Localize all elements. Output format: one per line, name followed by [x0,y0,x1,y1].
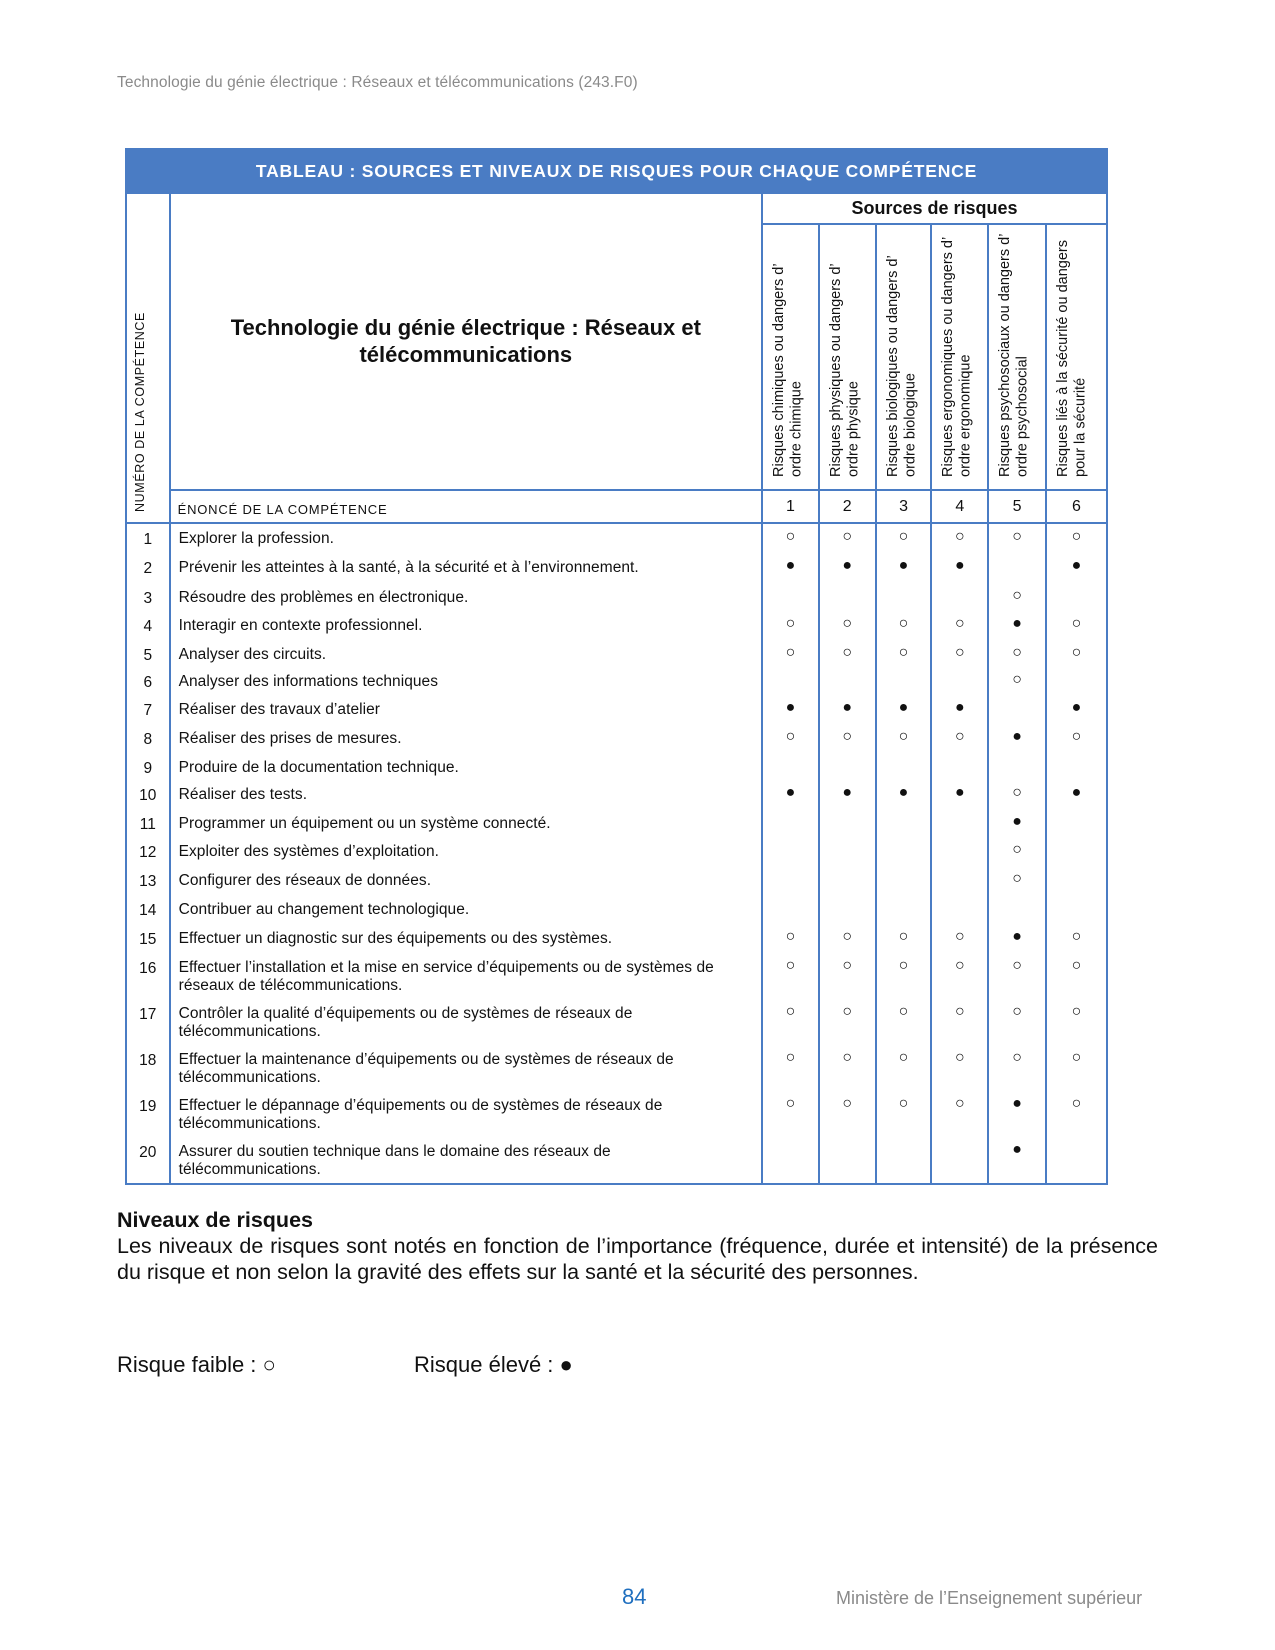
risk-level-mark: ○ [931,523,988,553]
table-row [126,667,1107,695]
risk-level-mark [762,895,819,924]
table-row [126,523,1107,553]
competence-statement: Produire de la documentation technique. [170,753,762,781]
risk-level-mark: ● [876,780,932,809]
risk-level-mark: ● [876,695,932,724]
source-label: Risques biologiques ou dangers d’ ordre biologique [884,255,919,477]
risk-level-mark: ○ [762,1045,819,1091]
risk-level-mark: ● [988,1137,1046,1184]
legend-low-risk: Risque faible : ○ [117,1352,276,1377]
risk-levels-text: Les niveaux de risques sont notés en fonction de l’importance (fréquence, durée et intensité) de la présence du risque et non selon la gravité des effets sur la santé et la sécurité des personnes. [117,1234,1158,1284]
risk-level-mark: ● [931,695,988,724]
risk-level-mark: ○ [762,724,819,753]
risk-level-mark [876,809,932,837]
risk-level-mark: ○ [819,953,876,999]
source-header-5 [988,224,1046,490]
risk-level-mark: ○ [819,1091,876,1137]
risk-level-mark [819,583,876,611]
risk-level-mark [876,837,932,866]
risk-level-mark [1046,809,1107,837]
risk-level-mark [876,866,932,895]
risk-level-mark [931,837,988,866]
risk-level-mark: ● [988,1091,1046,1137]
table-title: TABLEAU : SOURCES ET NIVEAUX DE RISQUES POUR CHAQUE COMPÉTENCE [126,149,1107,193]
risk-level-mark [762,667,819,695]
risk-level-mark: ○ [819,724,876,753]
competence-statement: Réaliser des prises de mesures. [170,724,762,753]
competence-statement: Prévenir les atteintes à la santé, à la sécurité et à l’environnement. [170,553,762,583]
risk-level-mark: ○ [876,924,932,953]
competence-number: 7 [126,695,170,724]
risk-level-mark [876,753,932,781]
risk-levels-title: Niveaux de risques [117,1208,313,1232]
risk-level-mark [762,809,819,837]
source-label: Risques ergonomiques ou dangers d’ ordre ergonomique [940,237,974,477]
risk-level-mark: ○ [988,667,1046,695]
risk-level-mark: ● [988,809,1046,837]
risk-level-mark [819,895,876,924]
risk-level-mark [876,895,932,924]
competence-number: 19 [126,1091,170,1137]
competence-statement: Analyser des informations techniques [170,667,762,695]
risk-level-mark [931,667,988,695]
competence-statement: Effectuer un diagnostic sur des équipements ou des systèmes. [170,924,762,953]
risk-level-mark: ○ [762,924,819,953]
risk-level-mark: ○ [1046,1045,1107,1091]
risk-level-mark: ● [819,695,876,724]
table-row [126,695,1107,724]
statement-header: ÉNONCÉ DE LA COMPÉTENCE [170,490,762,523]
risk-level-mark: ○ [819,1045,876,1091]
competence-statement: Exploiter des systèmes d’exploitation. [170,837,762,866]
risk-level-mark [1046,583,1107,611]
risk-level-mark: ● [1046,780,1107,809]
table-row [126,999,1107,1045]
risk-level-mark [988,553,1046,583]
competence-number: 12 [126,837,170,866]
source-header-3 [876,224,932,490]
table-row [126,753,1107,781]
risk-level-mark: ○ [988,837,1046,866]
competence-statement: Explorer la profession. [170,523,762,553]
risk-level-mark: ○ [819,640,876,668]
table-row [126,611,1107,640]
risk-level-mark: ○ [931,724,988,753]
table-row [126,837,1107,866]
risk-level-mark: ● [988,724,1046,753]
competence-number: 16 [126,953,170,999]
risk-level-mark: ○ [1046,523,1107,553]
source-number: 6 [1046,490,1107,523]
competence-number: 2 [126,553,170,583]
risk-level-mark: ● [931,780,988,809]
competence-statement: Contrôler la qualité d’équipements ou de systèmes de réseaux de télécommunications. [170,999,762,1045]
risk-level-mark: ○ [1046,640,1107,668]
risk-level-mark: ○ [988,583,1046,611]
competence-statement: Assurer du soutien technique dans le domaine des réseaux de télécommunications. [170,1137,762,1184]
risk-level-mark [819,809,876,837]
risk-level-mark: ○ [876,999,932,1045]
risk-level-mark: ○ [1046,611,1107,640]
competence-statement: Configurer des réseaux de données. [170,866,762,895]
risk-level-mark: ○ [876,1045,932,1091]
competence-number: 1 [126,523,170,553]
competence-number: 5 [126,640,170,668]
risk-level-mark [1046,753,1107,781]
sources-title: Sources de risques [762,193,1107,224]
competence-number: 13 [126,866,170,895]
risk-level-mark: ● [1046,553,1107,583]
risk-level-mark: ○ [1046,999,1107,1045]
risk-level-mark: ○ [819,999,876,1045]
risk-level-mark: ● [876,553,932,583]
risk-level-mark: ○ [931,1045,988,1091]
competence-statement: Réaliser des travaux d’atelier [170,695,762,724]
risk-level-mark [931,895,988,924]
risk-level-mark [1046,667,1107,695]
risk-level-mark [762,1137,819,1184]
risk-level-mark: ● [1046,695,1107,724]
risk-level-mark [988,753,1046,781]
competence-number: 17 [126,999,170,1045]
risk-level-mark: ○ [931,999,988,1045]
risk-level-mark: ● [762,695,819,724]
competence-statement: Effectuer le dépannage d’équipements ou de systèmes de réseaux de télécommunications. [170,1091,762,1137]
source-number: 3 [876,490,932,523]
competence-statement: Contribuer au changement technologique. [170,895,762,924]
competence-statement: Résoudre des problèmes en électronique. [170,583,762,611]
risk-level-mark [1046,1137,1107,1184]
legend-high-risk: Risque élevé : ● [414,1352,573,1377]
table-row [126,1137,1107,1184]
risk-level-mark [819,753,876,781]
source-label: Risques liés à la sécurité ou dangers pour la sécurité [1055,240,1089,477]
risk-level-mark [931,1137,988,1184]
risk-level-mark: ○ [988,780,1046,809]
risk-level-mark: ● [931,553,988,583]
risk-level-mark: ○ [876,523,932,553]
competence-statement: Programmer un équipement ou un système connecté. [170,809,762,837]
risk-level-mark [762,837,819,866]
risk-level-mark [931,866,988,895]
source-number: 4 [931,490,988,523]
risk-level-mark: ● [762,553,819,583]
page-number: 84 [622,1584,647,1609]
source-label: Risques psychosociaux ou dangers d’ ordre psychosocial [997,234,1031,477]
competence-number: 3 [126,583,170,611]
risk-level-mark: ● [819,553,876,583]
table-row [126,953,1107,999]
risk-level-mark [876,667,932,695]
source-label: Risques chimiques ou dangers d’ ordre chimique [771,263,805,477]
risk-levels-section [117,1208,1158,1285]
risk-level-mark: ○ [876,953,932,999]
competence-number: 9 [126,753,170,781]
competence-number: 14 [126,895,170,924]
risk-level-mark: ● [988,924,1046,953]
competence-number: 8 [126,724,170,753]
competence-statement: Analyser des circuits. [170,640,762,668]
number-column-label: NUMÉRO DE LA COMPÉTENCE [133,312,147,512]
risk-level-mark: ○ [762,640,819,668]
risk-level-mark [931,583,988,611]
number-column-header [126,193,170,523]
risk-level-mark: ○ [931,611,988,640]
competence-number: 15 [126,924,170,953]
table-row [126,924,1107,953]
risk-level-mark: ● [819,780,876,809]
risk-level-mark: ○ [762,953,819,999]
table-row [126,780,1107,809]
risk-level-mark: ○ [931,953,988,999]
risk-level-mark: ○ [1046,724,1107,753]
risk-level-mark [931,809,988,837]
risk-level-mark: ○ [1046,953,1107,999]
source-number: 2 [819,490,876,523]
risk-level-mark: ○ [819,523,876,553]
risk-level-mark: ○ [931,924,988,953]
running-header: Technologie du génie électrique : Réseaux et télécommunications (243.F0) [117,74,638,91]
risk-level-mark: ● [988,611,1046,640]
risk-level-mark [819,866,876,895]
risk-level-mark: ○ [876,1091,932,1137]
risk-level-mark [876,1137,932,1184]
risk-level-mark [762,583,819,611]
program-title: Technologie du génie électrique : Réseaux et télécommunications [170,193,762,490]
risk-level-mark [1046,837,1107,866]
risk-level-mark: ○ [819,611,876,640]
competence-statement: Effectuer l’installation et la mise en service d’équipements ou de systèmes de réseaux de télécommunications. [170,953,762,999]
risk-level-mark [819,837,876,866]
table-row [126,1091,1107,1137]
risk-level-mark: ○ [1046,1091,1107,1137]
risk-level-mark: ○ [876,640,932,668]
risk-level-mark [931,753,988,781]
source-header-1 [762,224,819,490]
table-row [126,895,1107,924]
competence-statement: Interagir en contexte professionnel. [170,611,762,640]
risk-level-mark: ○ [988,1045,1046,1091]
source-header-4 [931,224,988,490]
risk-level-mark: ○ [988,953,1046,999]
risk-level-mark [876,583,932,611]
risk-level-mark: ○ [988,640,1046,668]
risk-level-mark: ○ [988,523,1046,553]
risk-level-mark: ○ [762,523,819,553]
table-row [126,1045,1107,1091]
source-number: 1 [762,490,819,523]
source-number: 5 [988,490,1046,523]
risk-table [125,148,1108,1185]
competence-statement: Effectuer la maintenance d’équipements ou de systèmes de réseaux de télécommunications. [170,1045,762,1091]
risk-level-mark [819,667,876,695]
footer-ministry: Ministère de l’Enseignement supérieur [836,1588,1143,1608]
risk-level-mark: ○ [1046,924,1107,953]
risk-level-mark [1046,866,1107,895]
risk-level-mark: ○ [762,611,819,640]
risk-level-mark: ● [762,780,819,809]
risk-level-mark: ○ [931,1091,988,1137]
source-header-6 [1046,224,1107,490]
source-label: Risques physiques ou dangers d’ ordre physique [827,263,862,477]
risk-level-mark: ○ [876,611,932,640]
table-row [126,724,1107,753]
table-row [126,583,1107,611]
risk-level-mark [988,895,1046,924]
risk-level-mark [1046,895,1107,924]
risk-level-mark: ○ [819,924,876,953]
competence-number: 6 [126,667,170,695]
table-row [126,553,1107,583]
risk-level-mark [988,695,1046,724]
source-header-2 [819,224,876,490]
table-row [126,809,1107,837]
risk-level-mark: ○ [762,1091,819,1137]
competence-number: 4 [126,611,170,640]
risk-level-mark [762,753,819,781]
risk-level-mark: ○ [876,724,932,753]
competence-number: 18 [126,1045,170,1091]
table-row [126,866,1107,895]
risk-level-mark: ○ [988,999,1046,1045]
risk-level-mark [819,1137,876,1184]
competence-statement: Réaliser des tests. [170,780,762,809]
table-row [126,640,1107,668]
competence-number: 11 [126,809,170,837]
risk-level-mark: ○ [931,640,988,668]
competence-number: 20 [126,1137,170,1184]
risk-level-mark: ○ [762,999,819,1045]
competence-number: 10 [126,780,170,809]
risk-level-mark [762,866,819,895]
risk-level-mark: ○ [988,866,1046,895]
